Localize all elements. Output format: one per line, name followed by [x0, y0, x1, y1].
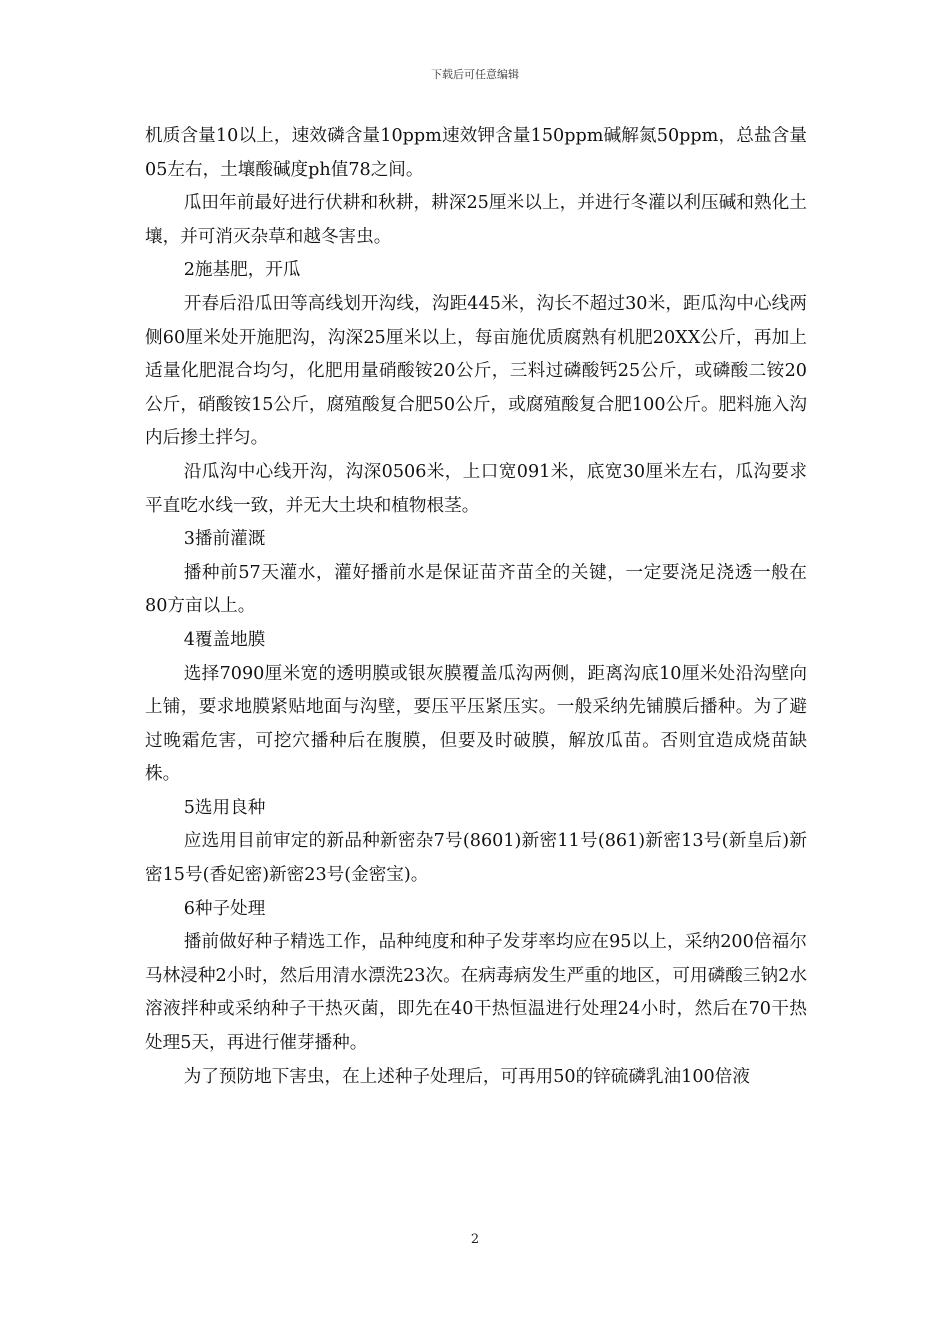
paragraph: 播前做好种子精选工作，品种纯度和种子发芽率均应在95以上，采纳200倍福尔马林浸种2小时，然后用清水漂洗23次。在病毒病发生严重的地区，可用磷酸三钠2水溶液拌种或采纳种子干热灭菌，即先在40干热恒温进行处理24小时，然后在70干热处理5天，再进行催芽播种。: [145, 932, 807, 1054]
section-heading: 5选用良种: [183, 797, 266, 818]
paragraph: 播种前57天灌水，灌好播前水是保证苗齐苗全的关键，一定要浇足浇透一般在80方亩以上。: [145, 562, 807, 617]
section-heading: 4覆盖地膜: [183, 629, 266, 650]
document-body: [145, 120, 807, 1094]
paragraph: 为了预防地下害虫，在上述种子处理后，可再用50的锌硫磷乳油100倍液: [183, 1066, 750, 1087]
page-header: 下载后可任意编辑: [431, 68, 519, 81]
paragraph: 开春后沿瓜田等高线划开沟线，沟距445米，沟长不超过30米，距瓜沟中心线两侧60厘米处开施肥沟，沟深25厘米以上，每亩施优质腐熟有机肥20XX公斤，再加上适量化肥混合均匀，化肥用量硝酸铵20公斤，三料过磷酸钙25公斤，或磷酸二铵20公斤，硝酸铵15公斤，腐殖酸复合肥50公斤，或腐殖酸复合肥100公斤。肥料施入沟内后掺土拌匀。: [145, 293, 807, 449]
section-heading: 3播前灌溉: [183, 529, 266, 550]
paragraph: 应选用目前审定的新品种新密杂7号(8601)新密11号(861)新密13号(新皇后)新密15号(香妃密)新密23号(金密宝)。: [145, 831, 807, 886]
paragraph-continued: 机质含量10以上，速效磷含量10ppm速效钾含量150ppm碱解氮50ppm，总盐含量05左右，土壤酸碱度ph值78之间。: [145, 126, 807, 180]
section-heading: 2施基肥，开瓜: [183, 260, 301, 281]
section-heading: 6种子处理: [183, 898, 266, 919]
paragraph: 选择7090厘米宽的透明膜或银灰膜覆盖瓜沟两侧，距离沟底10厘米处沿沟壁向上铺，要求地膜紧贴地面与沟壁，要压平压紧压实。一般采纳先铺膜后播种。为了避过晚霜危害，可挖穴播种后在腹膜，但要及时破膜，解放瓜苗。否则宜造成烧苗缺株。: [145, 663, 807, 785]
page-number: 2: [470, 1232, 480, 1247]
paragraph: 沿瓜沟中心线开沟，沟深0506米，上口宽091米，底宽30厘米左右，瓜沟要求平直吃水线一致，并无大土块和植物根茎。: [145, 461, 807, 516]
paragraph: 瓜田年前最好进行伏耕和秋耕，耕深25厘米以上，并进行冬灌以利压碱和熟化土壤，并可消灭杂草和越冬害虫。: [145, 193, 807, 247]
